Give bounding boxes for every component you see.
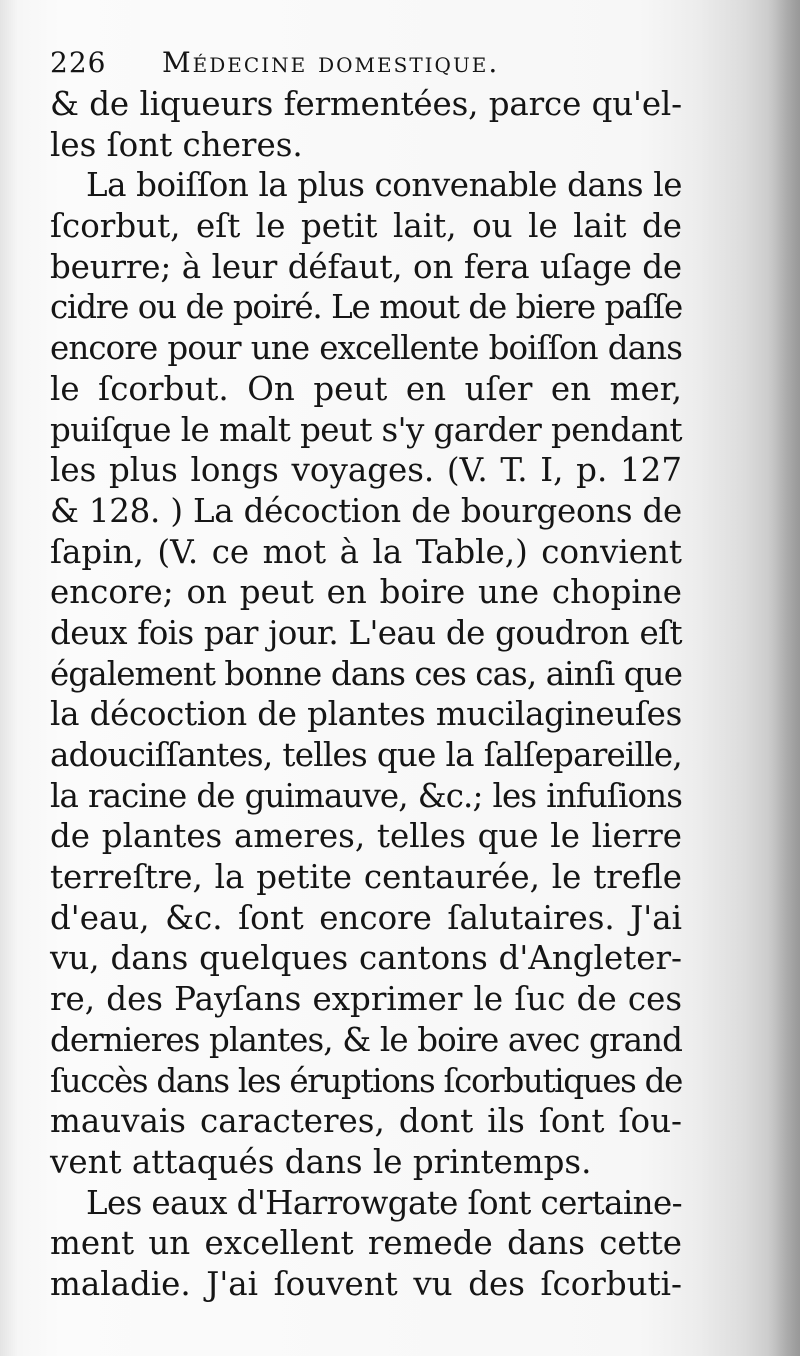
- text-line: & 128. ) La décoction de bourgeons de: [50, 491, 682, 530]
- text-line: encore pour une excellente boiſſon dans: [50, 329, 682, 368]
- text-line: maladie. J'ai ſouvent vu des ſcorbuti-: [50, 1264, 682, 1303]
- page-header: [50, 40, 690, 86]
- page-gutter-shadow: [768, 0, 800, 1356]
- text-line: encore; on peut en boire une chopine: [50, 573, 682, 612]
- text-line: adouciſſantes, telles que la ſalſepareille,: [50, 736, 682, 774]
- text-line: puiſque le malt peut s'y garder pendant: [50, 410, 682, 449]
- text-line: les ſont cheres.: [50, 125, 303, 164]
- text-line: vu, dans quelques cantons d'Angleter-: [50, 939, 682, 978]
- body-text: [50, 84, 682, 1305]
- text-line: ſuccès dans les éruptions ſcorbutiques de: [50, 1061, 682, 1100]
- text-line: de plantes ameres, telles que le lierre: [50, 817, 682, 856]
- text-line: la racine de guimauve, &c.; les infuſions: [50, 776, 682, 815]
- text-line: dernieres plantes, & le boire avec grand: [50, 1020, 682, 1059]
- text-line: ment un excellent remede dans cette: [50, 1224, 682, 1263]
- text-line: ſapin, (V. ce mot à la Table,) convient: [50, 532, 682, 571]
- text-line: re, des Payſans exprimer le ſuc de ces: [50, 980, 682, 1019]
- text-line: & de liqueurs fermentées, parce qu'el-: [50, 85, 682, 123]
- text-line: deux fois par jour. L'eau de goudron eſt: [50, 613, 682, 652]
- paragraph-first-line: Les eaux d'Harrowgate ſont certaine-: [86, 1183, 683, 1222]
- page-number: 226: [50, 46, 107, 79]
- text-line: également bonne dans ces cas, ainſi que: [50, 654, 683, 693]
- text-line: beurre; à leur défaut, on fera uſage de: [50, 247, 682, 286]
- paragraph-first-line: La boiſſon la plus convenable dans le: [86, 166, 682, 205]
- text-line: d'eau, &c. ſont encore ſalutaires. J'ai: [50, 898, 682, 937]
- text-line: vent attaqués dans le printemps.: [50, 1142, 592, 1181]
- text-line: mauvais caracteres, dont ils ſont ſou-: [50, 1102, 682, 1141]
- text-line: le ſcorbut. On peut en uſer en mer,: [50, 369, 682, 408]
- running-title: Médecine domestique.: [162, 46, 500, 79]
- text-line: cidre ou de poiré. Le mout de biere paſſe: [50, 288, 682, 327]
- text-line: ſcorbut, eſt le petit lait, ou le lait de: [50, 207, 682, 246]
- text-line: la décoction de plantes mucilagineuſes: [50, 695, 682, 734]
- text-line: les plus longs voyages. (V. T. I, p. 127: [50, 451, 682, 490]
- text-line: terreſtre, la petite centaurée, le trefle: [50, 858, 682, 897]
